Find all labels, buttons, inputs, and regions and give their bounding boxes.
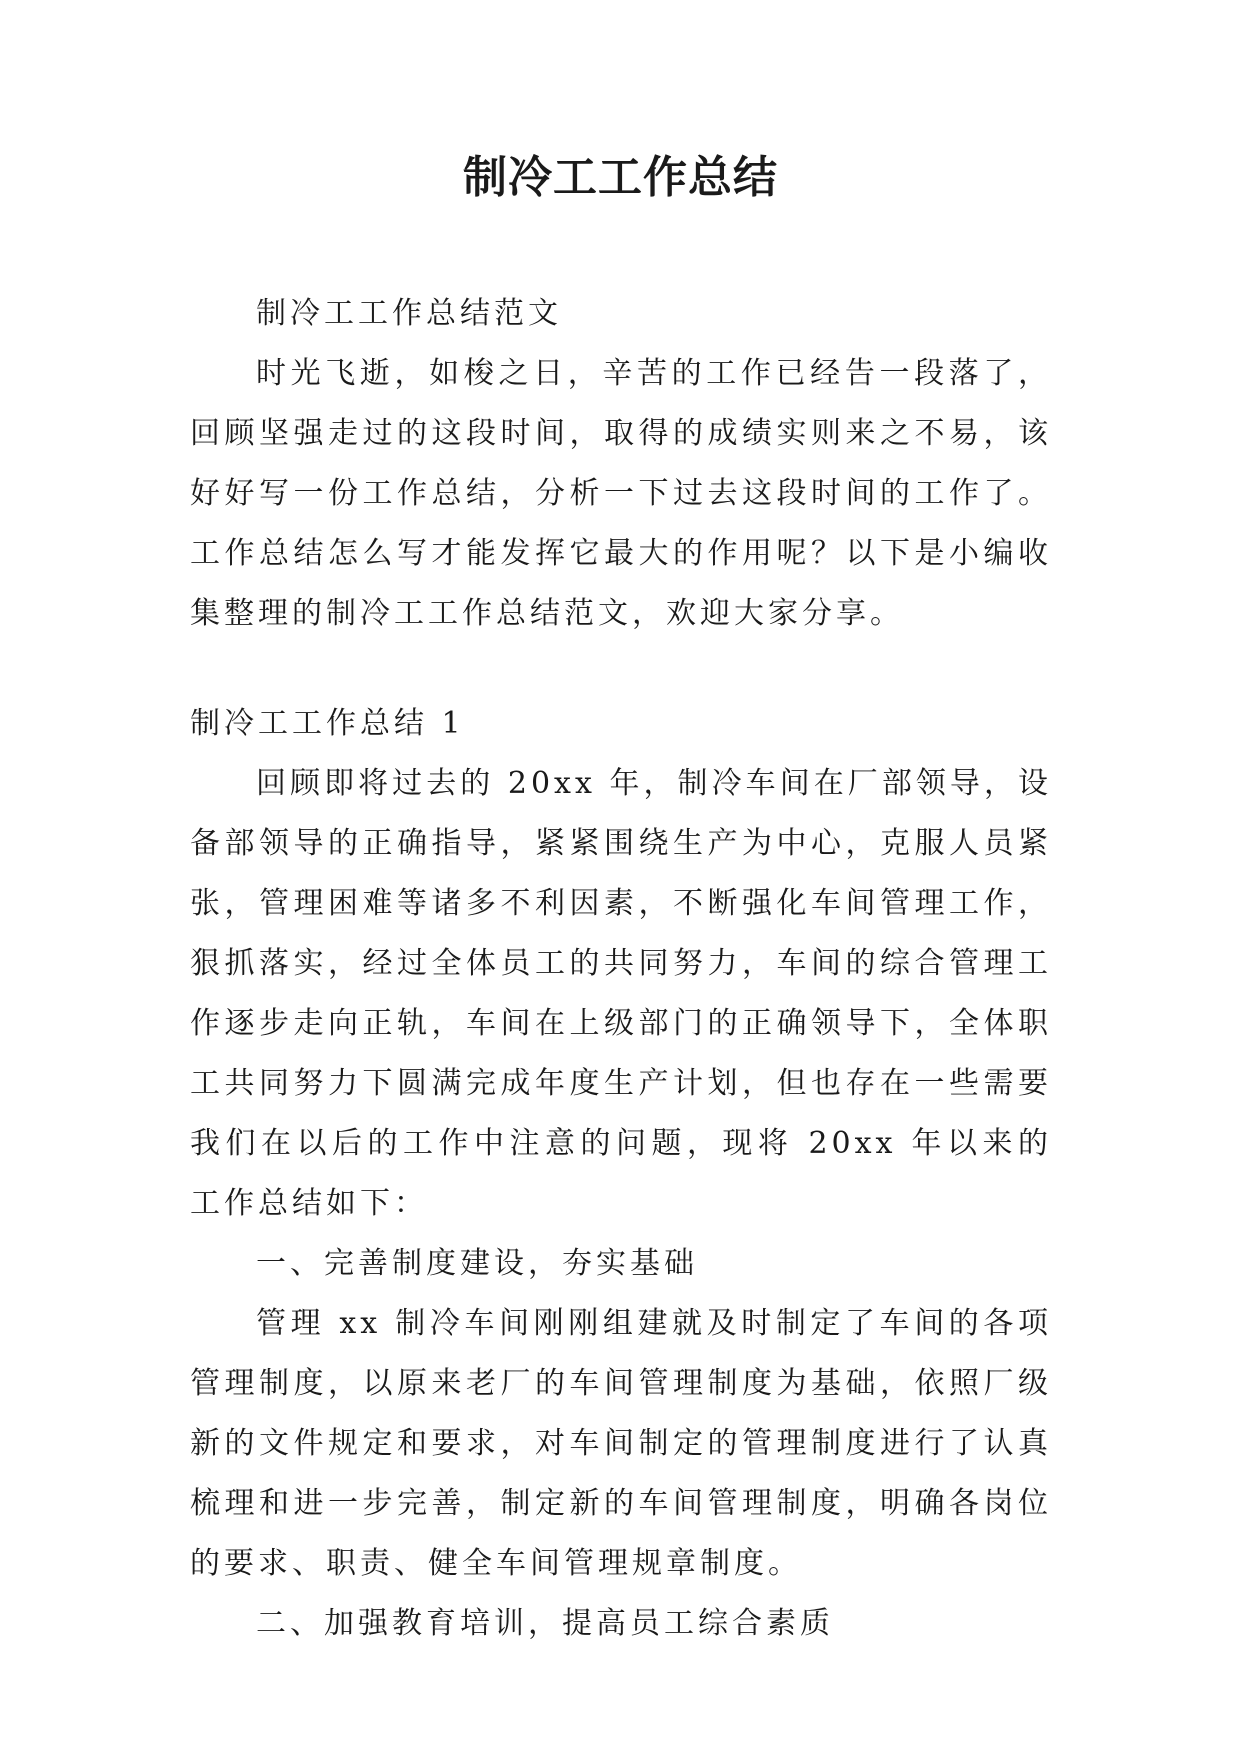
subheading-1: 一、完善制度建设，夯实基础 [256, 1246, 698, 1281]
section-paragraph-2: 管理 xx 制冷车间刚刚组建就及时制定了车间的各项管理制度，以原来老厂的车间管理制度为基础，依照厂级新的文件规定和要求，对车间制定的管理制度进行了认真梳理和进一步完善，制定新的车间管理制度，明确各岗位的要求、职责、健全车间管理规章制度。 [190, 1306, 1052, 1581]
section-paragraph-1: 回顾即将过去的 20xx 年，制冷车间在厂部领导，设备部领导的正确指导，紧紧围绕生产为中心，克服人员紧张，管理困难等诸多不利因素，不断强化车间管理工作，狠抓落实，经过全体员工的共同努力，车间的综合管理工作逐步走向正轨，车间在上级部门的正确领导下，全体职工共同努力下圆满完成年度生产计划，但也存在一些需要我们在以后的工作中注意的问题，现将 20xx 年以来的工作总结如下： [190, 766, 1052, 1221]
section-title: 制冷工工作总结 1 [190, 706, 465, 741]
intro-heading: 制冷工工作总结范文 [256, 296, 562, 331]
intro-paragraph: 时光飞逝，如梭之日，辛苦的工作已经告一段落了，回顾坚强走过的这段时间，取得的成绩实则来之不易，该好好写一份工作总结，分析一下过去这段时间的工作了。工作总结怎么写才能发挥它最大的作用呢？以下是小编收集整理的制冷工工作总结范文，欢迎大家分享。 [190, 356, 1052, 631]
intro-block [190, 284, 1052, 644]
document-title: 制冷工工作总结 [463, 152, 778, 203]
subheading-2: 二、加强教育培训，提高员工综合素质 [256, 1606, 834, 1641]
section-block [190, 694, 1052, 1654]
